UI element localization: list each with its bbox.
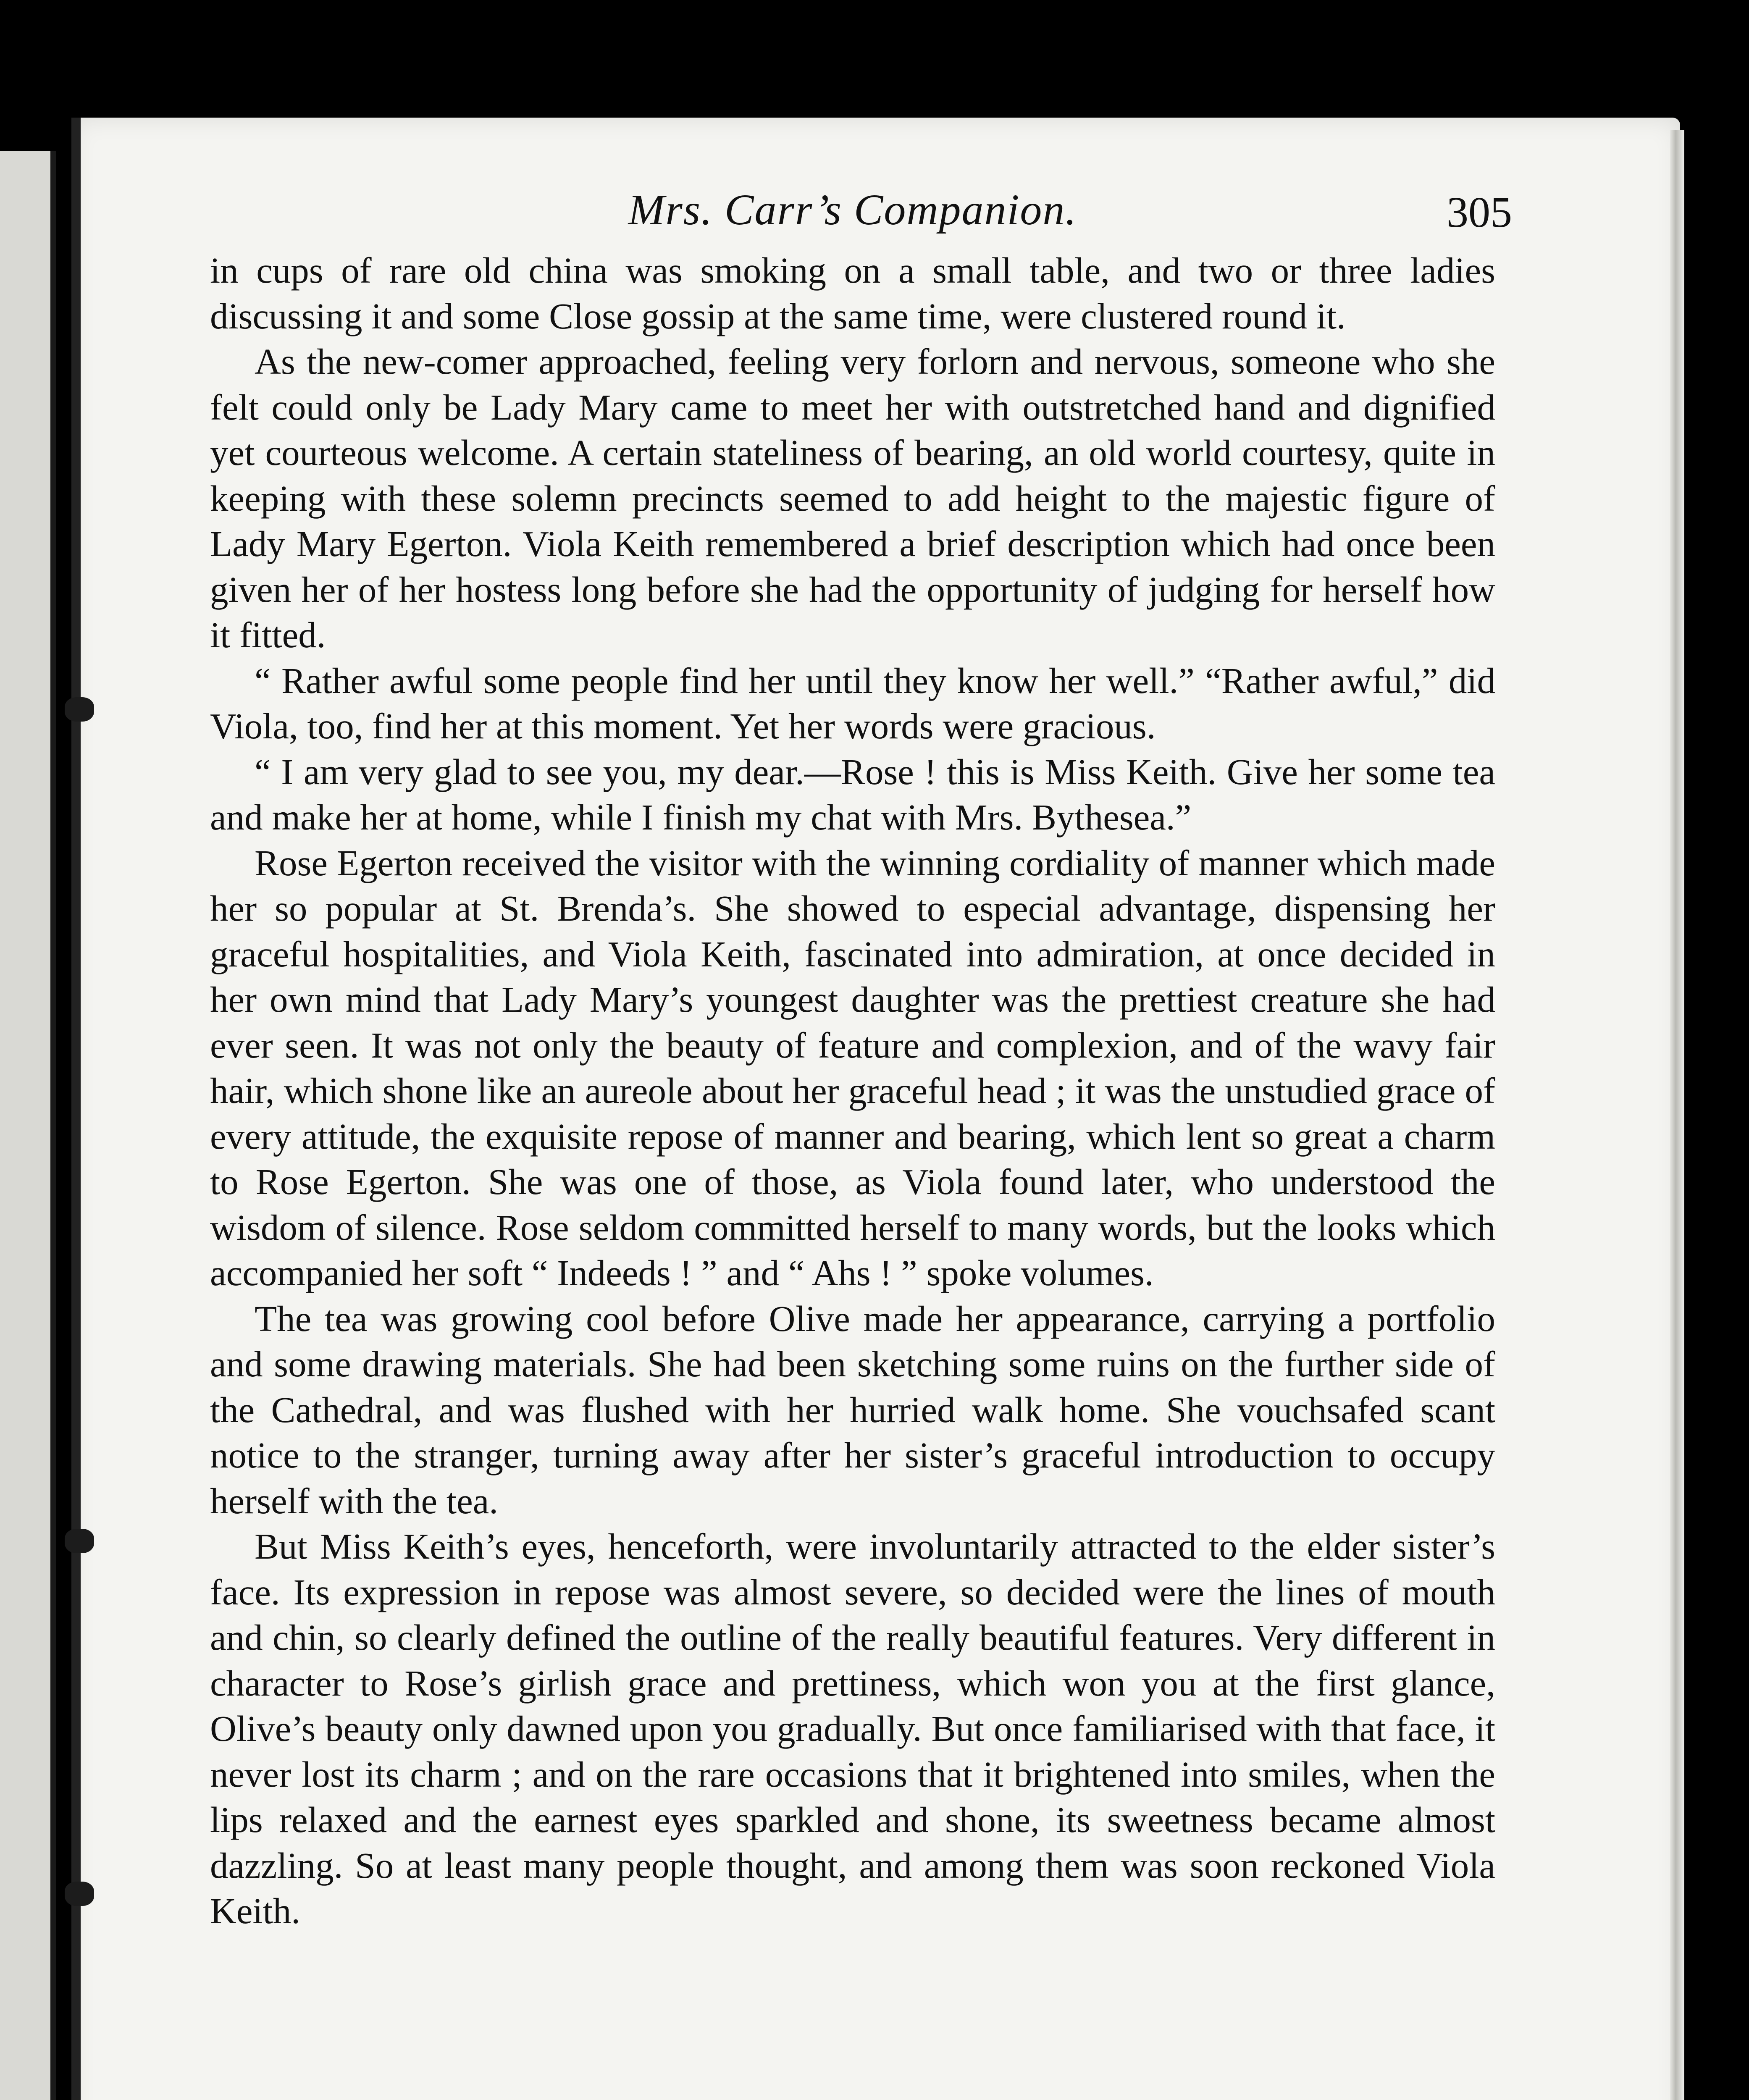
paragraph: The tea was growing cool before Olive made her appearance, carrying a portfolio and some drawing materials. She had been sketching some ruins on the further side of the Cathedral, and was flushed with her hurried walk home. She vouchsafed scant notice to the stranger, turning away after her sister’s graceful introduction to occupy herself with the tea. [210, 1298, 1495, 1521]
binding-stitch [65, 697, 94, 722]
paragraph: “ I am very glad to see you, my dear.—Rose ! this is Miss Keith. Give her some tea and make her at home, while I finish my chat with Mrs. Bythesea.” [210, 751, 1495, 837]
running-title: Mrs. Carr’s Companion. [628, 186, 1077, 234]
page-right-edge [1670, 130, 1684, 2100]
body-text [210, 248, 1495, 2100]
page-number: 305 [1447, 188, 1512, 236]
paragraph: “ Rather awful some people find her until they know her well.” “Rather awful,” did Viola, too, find her at this moment. Yet her words were gracious. [210, 660, 1495, 746]
binding-stitch [65, 1882, 94, 1906]
paragraph: But Miss Keith’s eyes, henceforth, were involuntarily attracted to the elder sister’s face. Its expression in repose was almost severe, so decided were the lines of mouth and chin, so clearly defined the outline of the really beautiful features. Very different in character to Rose’s girlish grace and prettiness, which won you at the first glance, Olive’s beauty only dawned upon you gradually. But once familiarised with that face, it never lost its charm ; and on the rare occasions that it brightened into smiles, when the lips relaxed and the earnest eyes sparkled and shone, its sweetness became almost dazzling. So at least many people thought, and among them was soon reckoned Viola Keith. [210, 1526, 1495, 1931]
page-gutter [71, 118, 81, 2100]
binding-stitch [65, 1529, 94, 1553]
paragraph: As the new-comer approached, feeling very forlorn and nervous, someone who she felt could only be Lady Mary came to meet her with outstretched hand and dignified yet courteous welcome. A certain stateliness of bearing, an old world courtesy, quite in keeping with these solemn precincts seemed to add height to the majestic figure of Lady Mary Egerton. Viola Keith remembered a brief description which had once been given her of her hostess long before she had the opportunity of judging for herself how it fitted. [210, 341, 1495, 655]
paragraph: Rose Egerton received the visitor with the winning cordiality of manner which made her so popular at St. Brenda’s. She showed to especial advantage, dispensing her graceful hospitalities, and Viola Keith, fascinated into admiration, at once decided in her own mind that Lady Mary’s youngest daughter was the prettiest creature she had ever seen. It was not only the beauty of feature and complexion, and of the wavy fair hair, which shone like an aureole about her graceful head ; it was the unstudied grace of every attitude, the exquisite repose of manner and bearing, which lent so great a charm to Rose Egerton. She was one of those, as Viola found later, who understood the wisdom of silence. Rose seldom committed herself to many words, but the looks which accompanied her soft “ Indeeds ! ” and “ Ahs ! ” spoke volumes. [210, 842, 1495, 1293]
facing-page-edge [0, 151, 56, 2100]
paragraph: in cups of rare old china was smoking on a small table, and two or three ladies discussing it and some Close gossip at the same time, were clustered round it. [210, 250, 1495, 336]
running-header [210, 185, 1512, 256]
